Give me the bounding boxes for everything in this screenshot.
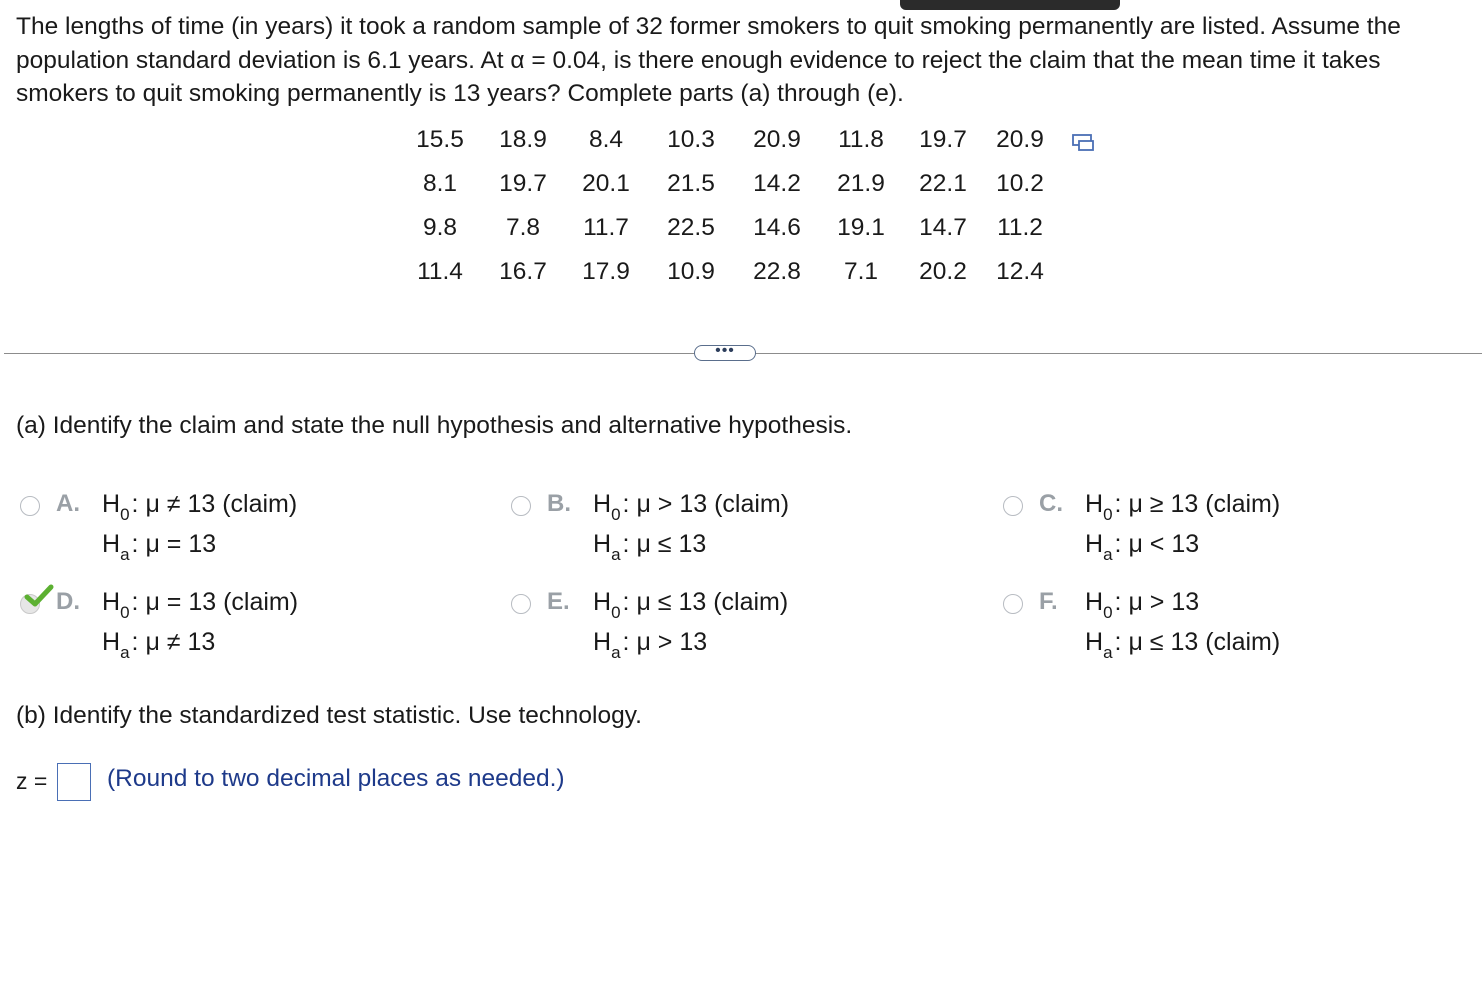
null-hypothesis (593, 588, 789, 622)
radio-button[interactable] (511, 594, 531, 614)
radio-button[interactable] (1003, 496, 1023, 516)
rounding-hint: (Round to two decimal places as needed.) (107, 765, 565, 792)
alternative-hypothesis (102, 628, 216, 662)
h-subscript: 0 (611, 505, 621, 524)
option-letter: D. (56, 588, 80, 615)
data-table (400, 118, 1058, 294)
data-cell: 20.1 (582, 170, 630, 197)
data-cell: 10.9 (667, 258, 715, 285)
problem-line: smokers to quit smoking permanently is 13 years? Complete parts (a) through (e). (16, 80, 904, 107)
null-hypothesis (1085, 490, 1281, 524)
h0-text: μ > 13 (claim) (636, 490, 790, 518)
option-d[interactable] (20, 588, 460, 668)
data-cell: 10.3 (667, 126, 715, 153)
radio-button[interactable] (1003, 594, 1023, 614)
h-symbol: H (1085, 628, 1104, 656)
data-row (400, 206, 1058, 250)
h-symbol: H (1085, 490, 1104, 518)
data-row (400, 162, 1058, 206)
copy-data-icon[interactable] (1071, 131, 1097, 153)
h0-text: μ > 13 (1128, 588, 1200, 616)
data-row (400, 250, 1058, 294)
data-cell: 11.2 (997, 214, 1043, 241)
ha-text: μ ≤ 13 (636, 530, 707, 558)
h-subscript: 0 (120, 603, 130, 622)
h0-text: μ ≤ 13 (claim) (636, 588, 789, 616)
h-subscript: a (611, 643, 621, 662)
radio-button[interactable] (20, 496, 40, 516)
data-cell: 19.1 (837, 214, 885, 241)
ha-text: μ ≠ 13 (145, 628, 216, 656)
alternative-hypothesis (102, 530, 217, 564)
colon: : (1114, 588, 1122, 616)
colon: : (622, 530, 630, 558)
h-subscript: a (120, 643, 130, 662)
ha-text: μ = 13 (145, 530, 217, 558)
colon: : (622, 628, 630, 656)
h0-text: μ = 13 (claim) (145, 588, 299, 616)
option-b[interactable] (511, 490, 951, 570)
null-hypothesis (593, 490, 790, 524)
data-cell: 20.2 (919, 258, 967, 285)
h-symbol: H (102, 588, 121, 616)
h-subscript: a (1103, 643, 1113, 662)
problem-line: population standard deviation is 6.1 years. At α = 0.04, is there enough evidence to reject the claim that the mean time it takes (16, 46, 1381, 74)
null-hypothesis (102, 588, 299, 622)
part-a-question: (a) Identify the claim and state the null hypothesis and alternative hypothesis. (16, 412, 853, 439)
option-letter: B. (547, 490, 571, 517)
h0-text: μ ≥ 13 (claim) (1128, 490, 1281, 518)
colon: : (131, 490, 139, 518)
data-cell: 21.9 (837, 170, 885, 197)
colon: : (622, 490, 630, 518)
data-cell: 9.8 (422, 214, 458, 241)
alternative-hypothesis (593, 530, 707, 564)
alternative-hypothesis (1085, 628, 1281, 662)
expand-button[interactable]: ••• (694, 345, 756, 361)
data-cell: 11.8 (838, 126, 884, 153)
data-cell: 20.9 (996, 126, 1044, 153)
data-cell: 7.8 (505, 214, 541, 241)
option-letter: E. (547, 588, 570, 615)
h-subscript: a (611, 545, 621, 564)
z-label: z = (16, 768, 48, 794)
h-symbol: H (593, 490, 612, 518)
problem-statement (16, 10, 1482, 111)
h-symbol: H (593, 628, 612, 656)
checkmark-icon (24, 584, 54, 610)
h-symbol: H (593, 588, 612, 616)
option-letter: C. (1039, 490, 1063, 517)
colon: : (131, 628, 139, 656)
h-subscript: 0 (1103, 505, 1113, 524)
option-a[interactable] (20, 490, 460, 570)
problem-line: The lengths of time (in years) it took a random sample of 32 former smokers to quit smoking permanently are listed. Assume the (16, 13, 1401, 40)
data-cell: 14.6 (753, 214, 801, 241)
data-cell: 22.5 (667, 214, 715, 241)
data-cell: 15.5 (416, 126, 464, 153)
h-symbol: H (102, 628, 121, 656)
h-symbol: H (593, 530, 612, 558)
data-cell: 19.7 (499, 170, 547, 197)
ha-text: μ < 13 (1128, 530, 1200, 558)
option-e[interactable] (511, 588, 951, 668)
data-cell: 17.9 (582, 258, 630, 285)
h-symbol: H (1085, 588, 1104, 616)
radio-button[interactable] (511, 496, 531, 516)
data-cell: 14.7 (919, 214, 967, 241)
data-cell: 19.7 (919, 126, 967, 153)
data-cell: 7.1 (843, 258, 879, 285)
colon: : (1114, 490, 1122, 518)
data-cell: 8.4 (588, 126, 624, 153)
z-answer-input[interactable] (57, 763, 91, 801)
data-cell: 22.1 (919, 170, 967, 197)
alternative-hypothesis (593, 628, 708, 662)
data-cell: 20.9 (753, 126, 801, 153)
h-subscript: 0 (120, 505, 130, 524)
null-hypothesis (102, 490, 298, 524)
part-b-question: (b) Identify the standardized test statistic. Use technology. (16, 702, 642, 729)
colon: : (1114, 530, 1122, 558)
data-cell: 11.7 (583, 214, 629, 241)
data-cell: 10.2 (996, 170, 1044, 197)
data-cell: 18.9 (499, 126, 547, 153)
data-cell: 8.1 (422, 170, 458, 197)
ha-text: μ ≤ 13 (claim) (1128, 628, 1281, 656)
data-cell: 16.7 (499, 258, 547, 285)
h-symbol: H (1085, 530, 1104, 558)
colon: : (622, 588, 630, 616)
h-subscript: a (120, 545, 130, 564)
h-subscript: a (1103, 545, 1113, 564)
option-letter: A. (56, 490, 80, 517)
top-tab[interactable] (900, 0, 1120, 10)
option-c[interactable] (1003, 490, 1443, 570)
data-cell: 12.4 (996, 258, 1044, 285)
option-letter: F. (1039, 588, 1058, 615)
data-cell: 14.2 (753, 170, 801, 197)
colon: : (1114, 628, 1122, 656)
data-cell: 11.4 (417, 258, 463, 285)
data-cell: 21.5 (667, 170, 715, 197)
data-row (400, 118, 1058, 162)
ha-text: μ > 13 (636, 628, 708, 656)
colon: : (131, 588, 139, 616)
h-symbol: H (102, 530, 121, 558)
h0-text: μ ≠ 13 (claim) (145, 490, 298, 518)
h-subscript: 0 (1103, 603, 1113, 622)
option-f[interactable] (1003, 588, 1443, 668)
alternative-hypothesis (1085, 530, 1200, 564)
colon: : (131, 530, 139, 558)
h-subscript: 0 (611, 603, 621, 622)
data-cell: 22.8 (753, 258, 801, 285)
h-symbol: H (102, 490, 121, 518)
null-hypothesis (1085, 588, 1200, 622)
